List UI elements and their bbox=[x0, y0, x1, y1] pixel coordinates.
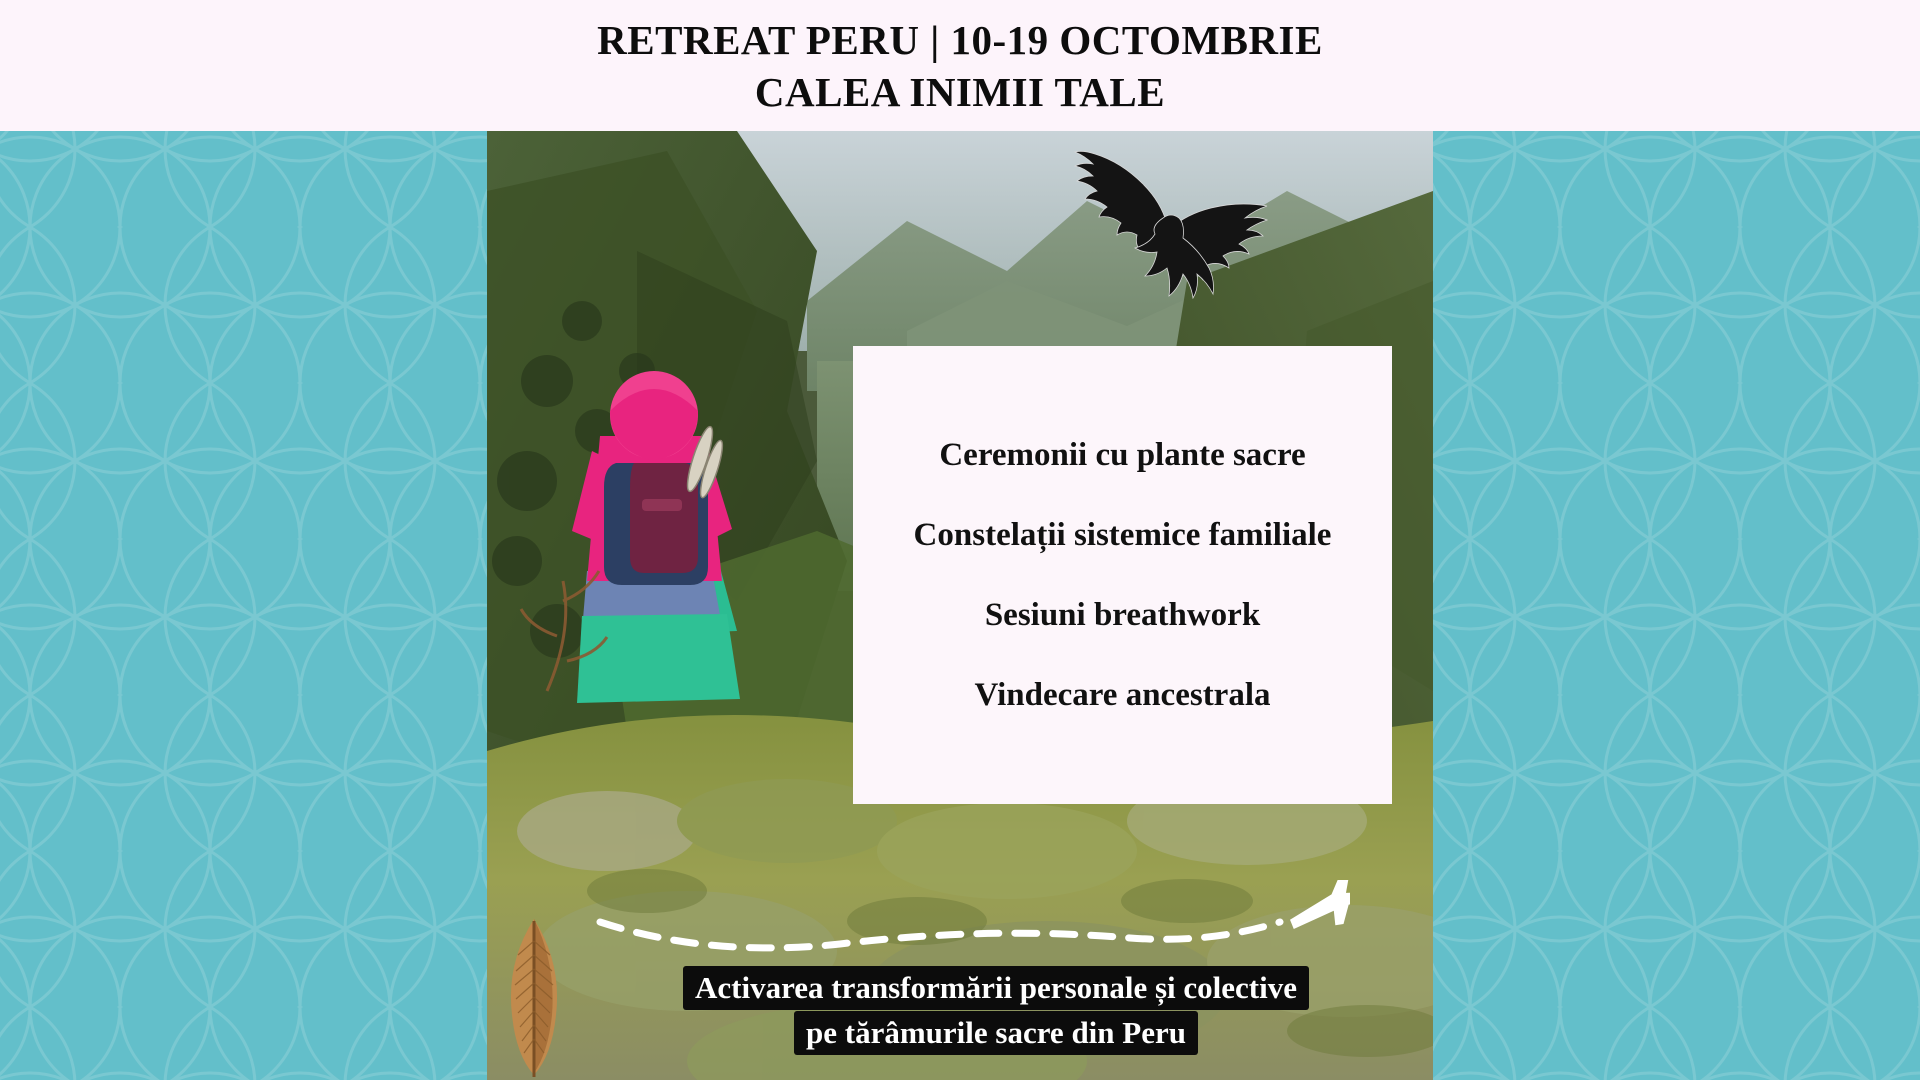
caption-line-2: pe tărâmurile sacre din Peru bbox=[794, 1011, 1198, 1055]
bottom-caption bbox=[578, 966, 1414, 1055]
services-card bbox=[853, 346, 1392, 804]
header-title-line-1: RETREAT PERU | 10-19 OCTOMBRIE bbox=[597, 16, 1323, 63]
service-item-4: Vindecare ancestrala bbox=[974, 677, 1271, 713]
header-title-line-2: CALEA INIMII TALE bbox=[754, 68, 1166, 115]
service-item-2: Constelații sistemice familiale bbox=[913, 517, 1332, 553]
poster-header bbox=[0, 0, 1920, 131]
service-item-1: Ceremonii cu plante sacre bbox=[939, 437, 1306, 473]
caption-line-1: Activarea transformării personale și colective bbox=[683, 966, 1309, 1010]
service-item-3: Sesiuni breathwork bbox=[984, 597, 1261, 633]
